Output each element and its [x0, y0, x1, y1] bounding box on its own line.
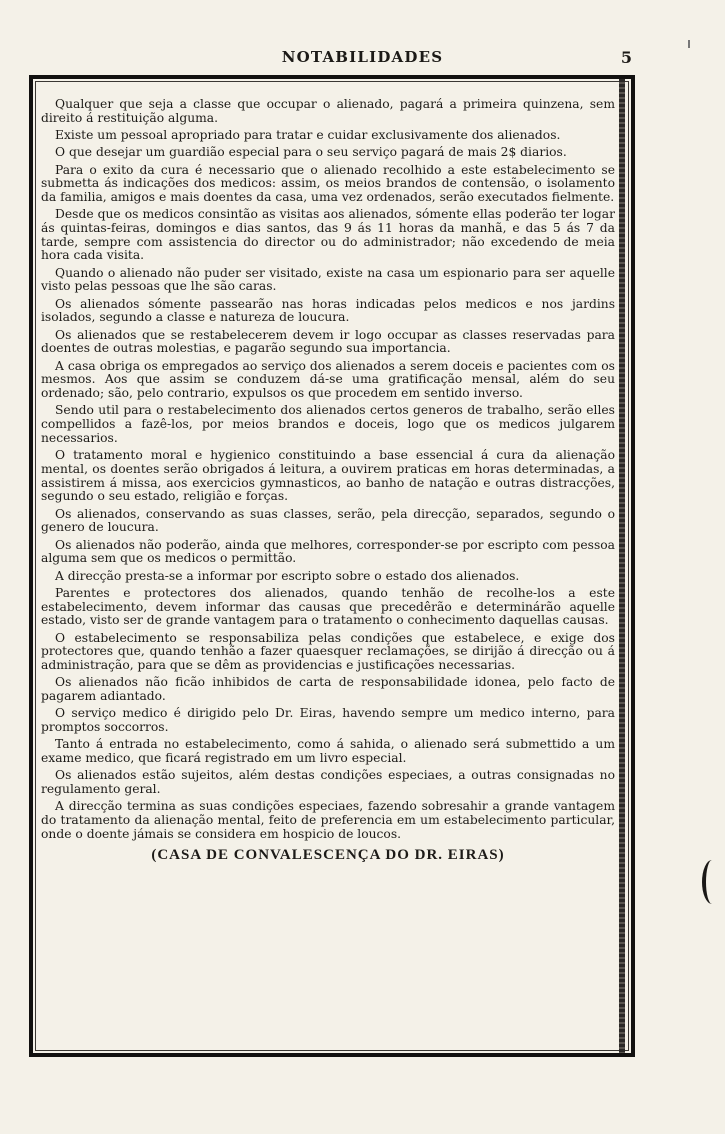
paragraph: A casa obriga os empregados ao serviço dos alienados a serem doceis e pacientes com os mesmos. Aos que assim se conduzem dá-se uma gratificação mensal, além do seu ordenado; são, pelo contrario, expulsos os que procedem em sentido inverso. — [41, 358, 615, 401]
paragraph: O estabelecimento se responsabiliza pelas condições que estabelece, e exige dos protectores que, quando tenhão a fazer quaesquer reclamações, se dirijão á direcção ou á administração, para que se dêm as providencias e justificações necessarias. — [41, 630, 615, 672]
paragraph: Parentes e protectores dos alienados, quando tenhão de recolhe-los a este estabelecimento, devem informar das causas que precedêrão e determinárão aquelle estado, visto ser de grande vantagem para o tratamento o conhecimento daquellas causas. — [41, 585, 615, 628]
border-shading — [619, 79, 625, 1053]
page-header — [0, 48, 725, 70]
paragraph: O tratamento moral e hygienico constituindo a base essencial á cura da alienação mental, os doentes serão obrigados á leitura, a ouvirem praticas em horas determinadas, a assistirem á missa, aos exercicios gymnasticos, ao banho de natação e outras distracções, segundo o seu estado, religião e forças. — [41, 448, 615, 504]
paragraph: Desde que os medicos consintão as visitas aos alienados, sómente ellas poderão ter logar ás quintas-feiras, domingos e dias santos, das 9 ás 11 horas da manhã, e das 5 ás 7 da tarde, sempre com assistencia do director ou do administrador; não excedendo de meia hora cada visita. — [41, 207, 615, 263]
paragraph: Sendo util para o restabelecimento dos alienados certos generos de trabalho, serão elles compellidos a fazê-los, por meios brandos e doceis, logo que os medicos julgarem necessarios. — [41, 403, 615, 445]
paragraph: O que desejar um guardião especial para o seu serviço pagará de mais 2$ diarios. — [55, 145, 567, 160]
margin-speck — [688, 40, 690, 48]
signature-line: (CASA DE CONVALESCENÇA DO DR. EIRAS) — [151, 847, 505, 864]
paragraph: Os alienados estão sujeitos, além destas condições especiaes, a outras consignadas no regulamento geral. — [41, 768, 615, 796]
paragraph: Quando o alienado não puder ser visitado, existe na casa um espionario para ser aquelle visto pelas pessoas que lhe são caras. — [41, 265, 615, 294]
paragraph: Existe um pessoal apropriado para tratar e cuidar exclusivamente dos alienados. — [55, 128, 561, 142]
paragraph: A direcção termina as suas condições especiaes, fazendo sobresahir a grande vantagem do tratamento da alienação mental, feito de preferencia em um estabelecimento particular, onde o doente jámais se considera em hospicio de loucos. — [41, 799, 615, 841]
paragraph: Os alienados sómente passearão nas horas indicadas pelos medicos e nos jardins isolados, segundo a classe e natureza de loucura. — [41, 296, 615, 325]
paragraph: Qualquer que seja a classe que occupar o alienado, pagará a primeira quinzena, sem direito á restituição alguma. — [41, 97, 615, 125]
advertisement-body — [41, 98, 615, 863]
paragraph: Os alienados não ficão inhibidos de carta de responsabilidade idonea, pelo facto de pagarem adiantado. — [41, 675, 615, 703]
margin-bracket-mark — [702, 860, 722, 904]
page-title: NOTABILIDADES — [281, 48, 444, 66]
paragraph: Os alienados, conservando as suas classes, serão, pela direcção, separados, segundo o genero de loucura. — [41, 506, 615, 535]
paragraph: Os alienados que se restabelecerem devem ir logo occupar as classes reservadas para doentes de outras molestias, e pagarão segundo sua importancia. — [41, 327, 615, 356]
paragraph: O serviço medico é dirigido pelo Dr. Eiras, havendo sempre um medico interno, para promptos soccorros. — [41, 706, 615, 734]
paragraph: Tanto á entrada no estabelecimento, como á sahida, o alienado será submettido a um exame medico, que ficará registrado em um livro especial. — [41, 737, 615, 765]
paragraph: Os alienados não poderão, ainda que melhores, corresponder-se por escripto com pessoa alguma sem que os medicos o permittão. — [41, 537, 615, 566]
paragraph: Para o exito da cura é necessario que o alienado recolhido a este estabelecimento se submetta ás indicações dos medicos: assim, os meios brandos de contensão, o isolamento da familia, amigos e mais doentes da casa, uma vez ordenados, serão executados fielmente. — [41, 162, 615, 204]
paragraph: A direcção presta-se a informar por escripto sobre o estado dos alienados. — [55, 568, 520, 583]
page-number: 5 — [620, 48, 632, 67]
